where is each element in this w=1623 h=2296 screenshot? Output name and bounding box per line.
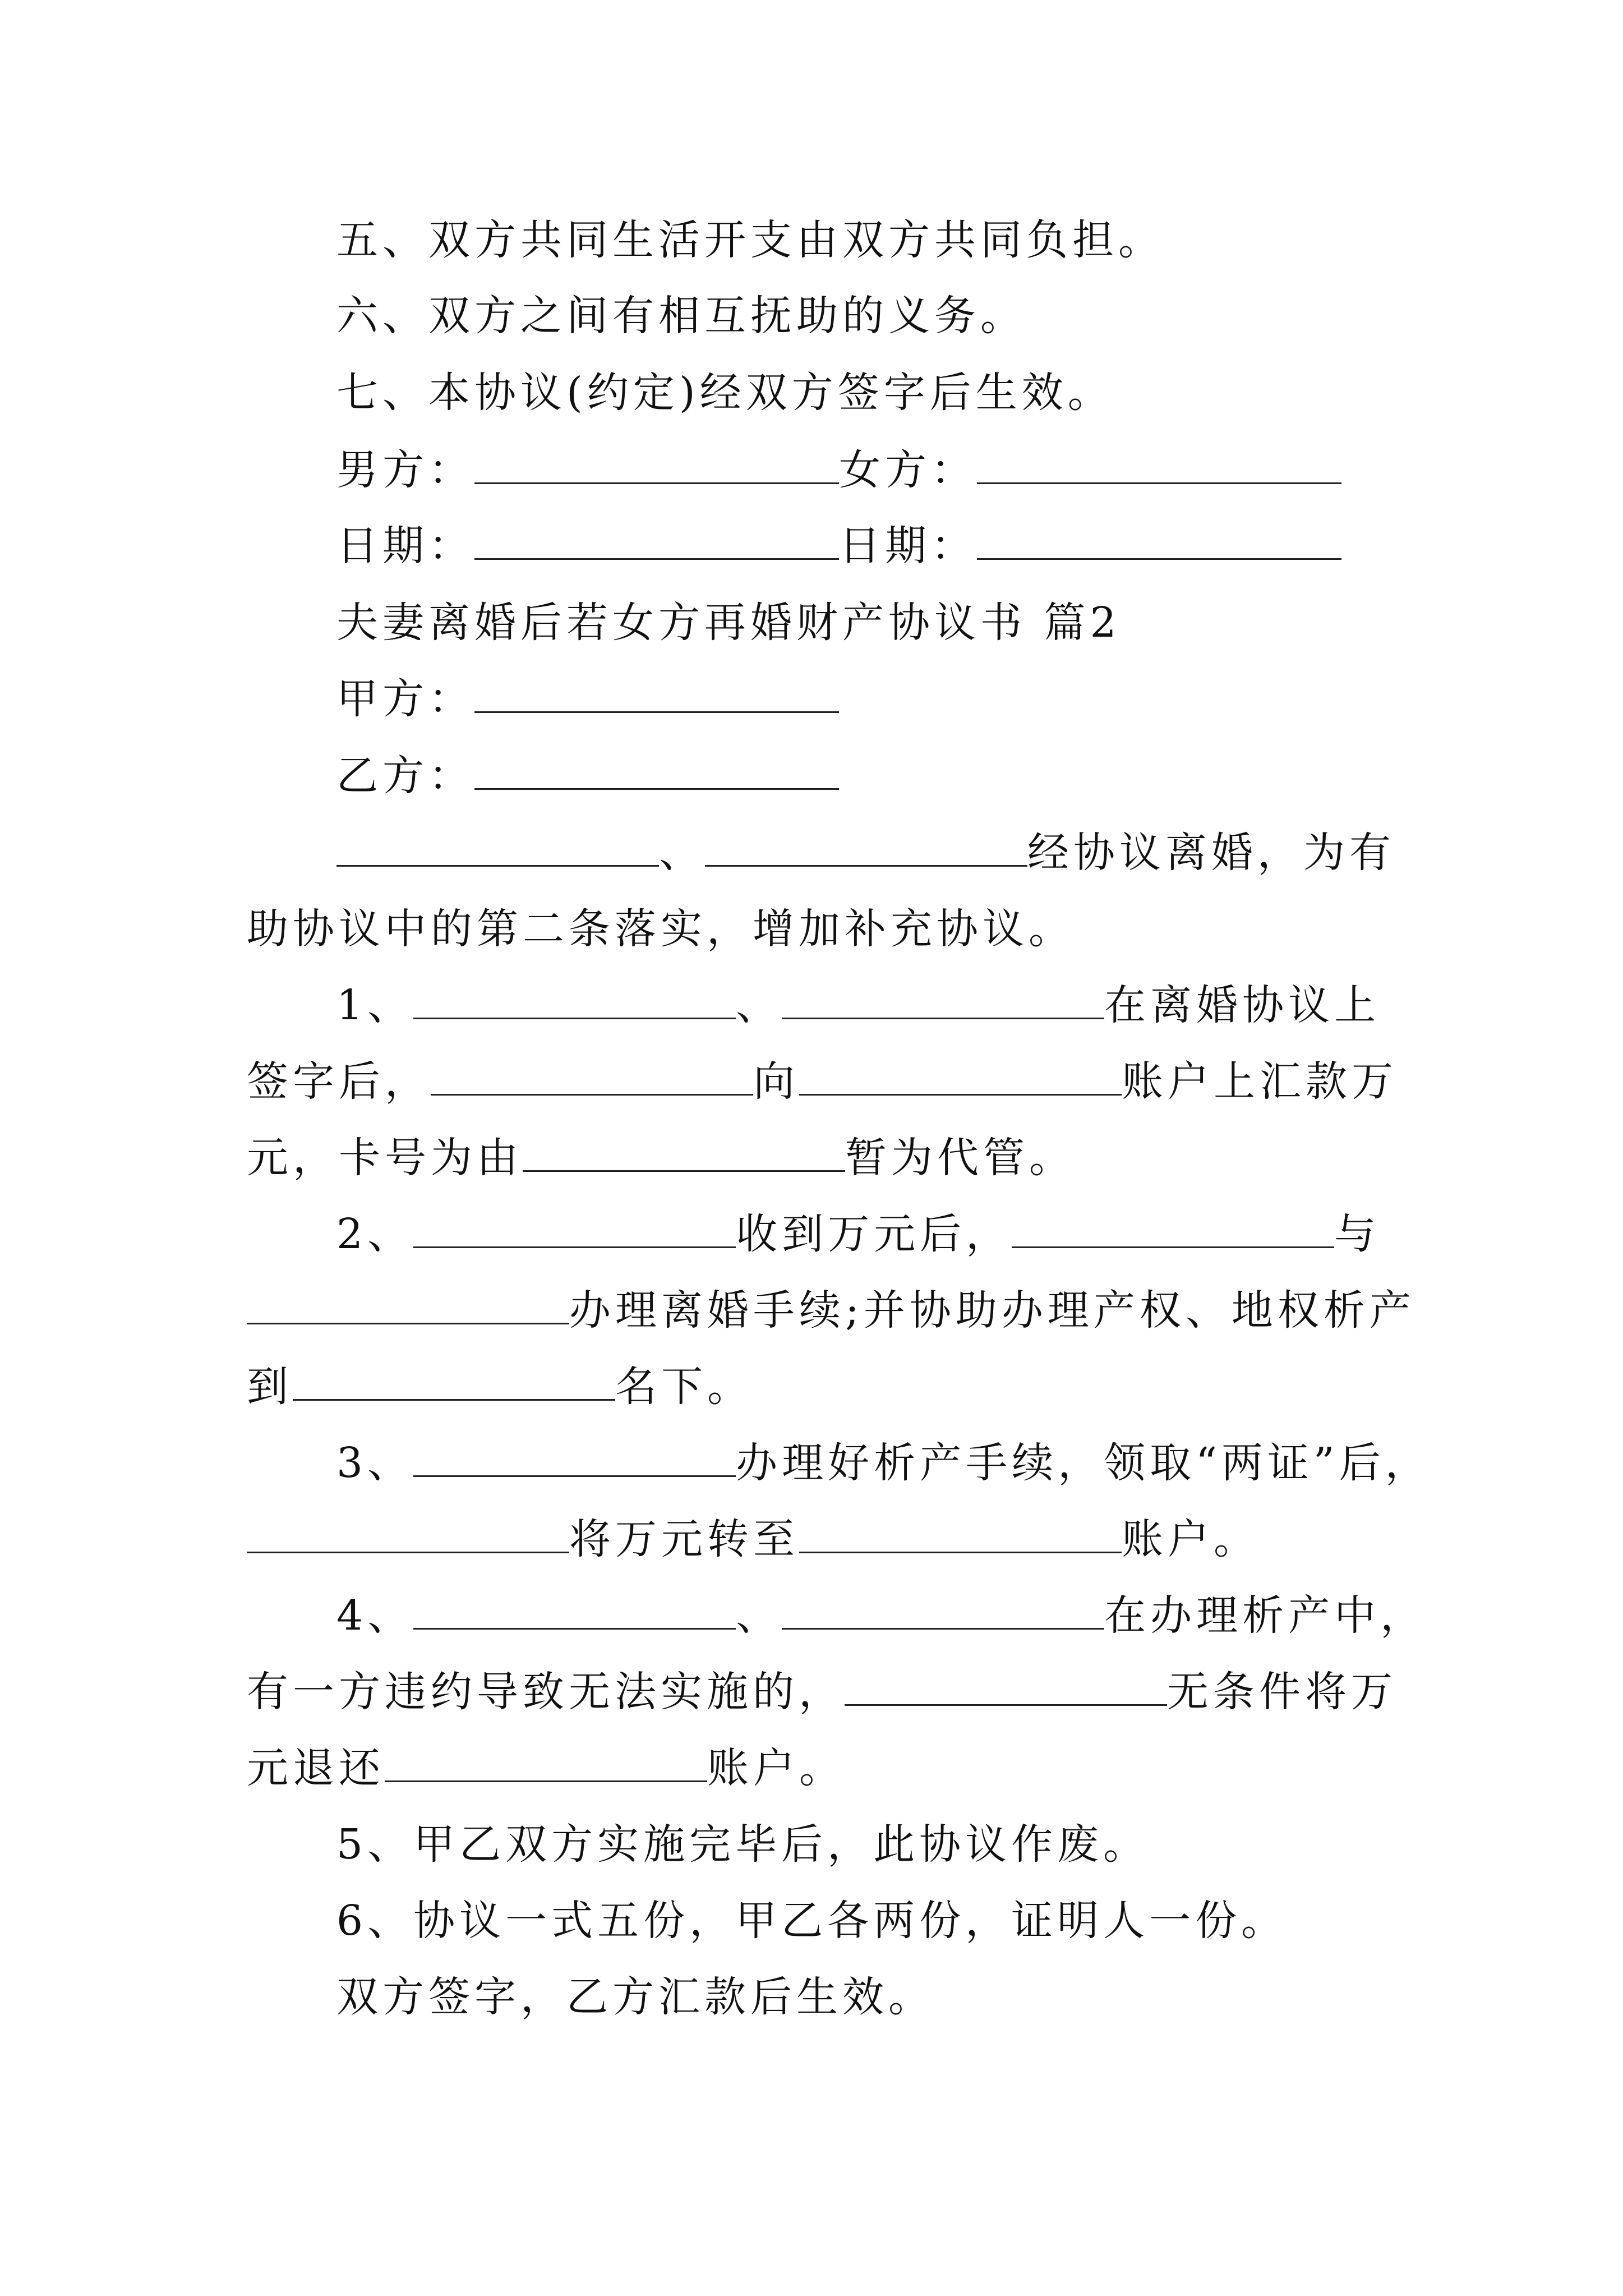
intro-line-2: 助协议中的第二条落实，增加补充协议。 <box>247 905 1075 953</box>
signature-line-parties <box>336 443 1341 497</box>
item2-text: 办理离婚手续;并协助办理产权、地权析产 <box>569 1286 1415 1335</box>
item2-blank-4[interactable] <box>293 1361 615 1401</box>
item-6: 6、协议一式五份，甲乙各两份，证明人一份。 <box>336 1897 1288 1945</box>
clause-7: 七、本协议(约定)经双方签字后生效。 <box>336 369 1114 417</box>
party-b-line <box>336 749 839 803</box>
item1-blank-2[interactable] <box>782 979 1104 1019</box>
item-4-line-3 <box>247 1741 845 1795</box>
party-a-label: 甲方： <box>336 675 474 723</box>
male-label: 男方： <box>336 446 474 494</box>
party-b-blank[interactable] <box>474 750 839 790</box>
party-b-label: 乙方： <box>336 752 474 800</box>
clause-5: 五、双方共同生活开支由双方共同负担。 <box>336 216 1164 264</box>
item-4-line-1 <box>336 1589 1426 1642</box>
item2-text: 与 <box>1334 1210 1381 1258</box>
female-signature-blank[interactable] <box>977 444 1341 484</box>
item-3-line-2 <box>247 1512 1260 1566</box>
item3-blank-3[interactable] <box>799 1513 1122 1553</box>
item4-text: 元退还 <box>247 1744 385 1792</box>
item2-text: 到 <box>247 1363 293 1411</box>
item-number: 3、 <box>336 1439 414 1487</box>
item4-text: 账户。 <box>707 1744 845 1792</box>
item1-blank-5[interactable] <box>523 1132 845 1172</box>
item-4-line-2 <box>247 1665 1397 1719</box>
separator: 、 <box>736 981 782 1029</box>
party-a-line <box>336 672 839 726</box>
date-label-male: 日期： <box>336 522 474 570</box>
item2-text: 名下。 <box>615 1363 753 1411</box>
item-5: 5、甲乙双方实施完毕后，此协议作废。 <box>336 1820 1150 1869</box>
date-label-female: 日期： <box>839 522 977 570</box>
item4-blank-1[interactable] <box>413 1590 736 1630</box>
item2-text: 收到万元后， <box>736 1210 1012 1258</box>
item1-text: 暂为代管。 <box>845 1134 1075 1182</box>
item-1-line-2 <box>247 1055 1398 1108</box>
clause-6: 六、双方之间有相互抚助的义务。 <box>336 292 1026 340</box>
intro-text: 经协议离婚，为有 <box>1027 829 1395 877</box>
item-number: 2、 <box>336 1210 414 1258</box>
item4-text: 无条件将万 <box>1167 1668 1397 1716</box>
item1-text: 签字后， <box>247 1057 431 1106</box>
intro-line-1 <box>336 826 1395 880</box>
item-2-line-2 <box>247 1283 1415 1337</box>
item1-text: 账户上汇款万 <box>1122 1057 1398 1106</box>
section-title: 夫妻离婚后若女方再婚财产协议书 篇2 <box>336 599 1121 647</box>
intro-blank-1[interactable] <box>336 827 659 867</box>
male-signature-blank[interactable] <box>474 444 839 484</box>
item1-text: 向 <box>753 1057 799 1106</box>
item4-text: 在办理析产中， <box>1104 1591 1427 1640</box>
separator: 、 <box>736 1591 782 1640</box>
item-2-line-3 <box>247 1360 753 1414</box>
item1-blank-1[interactable] <box>413 979 736 1019</box>
item2-blank-3[interactable] <box>247 1285 569 1324</box>
item3-blank-1[interactable] <box>413 1437 736 1477</box>
male-date-blank[interactable] <box>474 520 839 560</box>
item2-blank-2[interactable] <box>1012 1208 1334 1248</box>
item4-blank-2[interactable] <box>782 1590 1104 1630</box>
item1-text: 元，卡号为由 <box>247 1134 523 1182</box>
intro-blank-2[interactable] <box>705 827 1027 867</box>
item1-blank-4[interactable] <box>799 1056 1122 1096</box>
female-date-blank[interactable] <box>977 520 1341 560</box>
item4-blank-4[interactable] <box>385 1742 707 1782</box>
item-3-line-1 <box>336 1436 1431 1490</box>
item-number: 4、 <box>336 1591 414 1640</box>
item3-text: 账户。 <box>1122 1515 1260 1563</box>
item1-blank-3[interactable] <box>431 1056 753 1096</box>
item3-text: 办理好析产手续，领取“两证”后， <box>736 1439 1431 1487</box>
signature-line-dates <box>336 519 1341 573</box>
item1-text: 在离婚协议上 <box>1104 981 1381 1029</box>
party-a-blank[interactable] <box>474 673 839 713</box>
closing-line: 双方签字，乙方汇款后生效。 <box>336 1973 934 2021</box>
separator: 、 <box>659 829 705 877</box>
item4-text: 有一方违约导致无法实施的， <box>247 1668 845 1716</box>
item4-blank-3[interactable] <box>845 1666 1167 1706</box>
item-number: 1、 <box>336 981 414 1029</box>
item3-text: 将万元转至 <box>569 1515 799 1563</box>
female-label: 女方： <box>839 446 977 494</box>
item-1-line-3 <box>247 1131 1075 1185</box>
item-1-line-1 <box>336 978 1380 1032</box>
item2-blank-1[interactable] <box>413 1208 736 1248</box>
item-2-line-1 <box>336 1207 1380 1261</box>
item3-blank-2[interactable] <box>247 1513 569 1553</box>
